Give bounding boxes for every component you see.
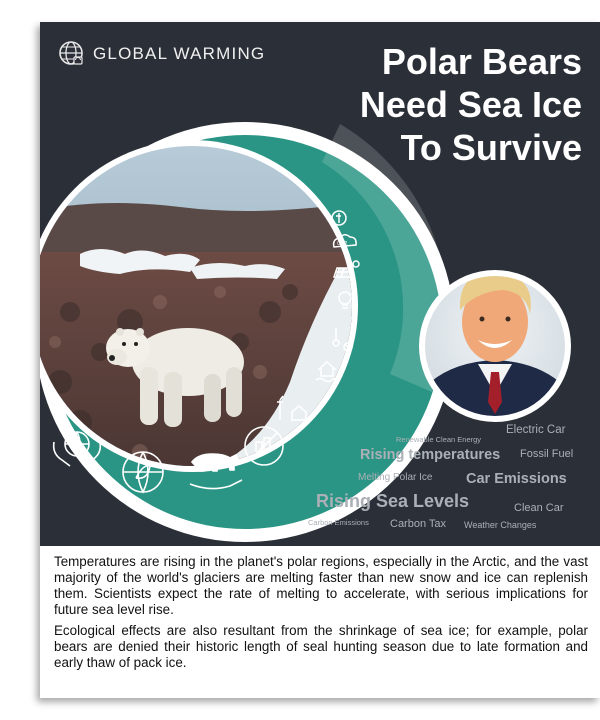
tag-car-emissions: Car Emissions	[466, 471, 567, 487]
tag-fossil-fuel: Fossil Fuel	[520, 448, 574, 460]
hero-artwork	[40, 22, 600, 546]
tag-weather-changes: Weather Changes	[464, 520, 537, 530]
tag-melting-polar-ice: Melting Polar Ice	[358, 472, 433, 483]
body-paragraph: Temperatures are rising in the planet's polar regions, especially in the Arctic, and the vast majority of the world's glaciers are melting faster than new snow and ice can replenish them. Scientists expect the rate of melting to accelerate, with serious implications for future sea level rise.	[54, 554, 588, 617]
hero-panel	[40, 22, 600, 546]
tag-rising-sea-levels: Rising Sea Levels	[316, 491, 470, 511]
body-paragraph: Ecological effects are also resultant from the shrinkage of sea ice; for example, polar bears are denied their historic length of seal hunting season due to late formation and early thaw of pack ice.	[54, 623, 588, 670]
svg-text:CO2: CO2	[337, 241, 348, 247]
tag-carbon-emissions: Carbon Emissions	[308, 518, 369, 527]
article-body	[54, 554, 588, 676]
article-card	[40, 22, 600, 698]
tag-rising-temperatures: Rising temperatures	[360, 447, 501, 463]
tag-carbon-tax: Carbon Tax	[390, 518, 447, 530]
tag-renewable-clean-energy: Renewable Clean Energy	[396, 435, 482, 444]
brand-label: GLOBAL WARMING	[93, 44, 266, 63]
tag-electric-car: Electric Car	[506, 424, 566, 436]
tag-clean-car: Clean Car	[514, 502, 564, 514]
headline: Polar Bears Need Sea Ice To Survive	[359, 41, 582, 168]
